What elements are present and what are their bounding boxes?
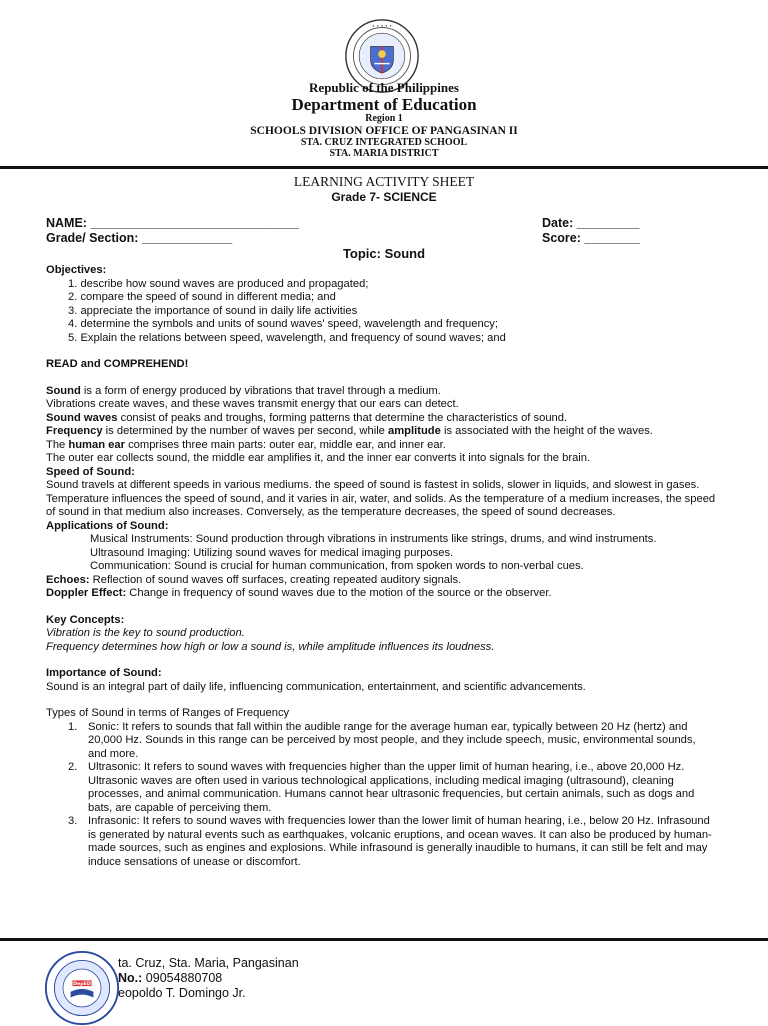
term: Echoes: [46, 573, 90, 586]
application-text: Musical Instruments: Sound production through vibrations in instruments like strings, drums, and wind instruments. [90, 533, 657, 545]
type-item [46, 761, 716, 815]
footer-phone [118, 971, 222, 985]
sheet-body [46, 262, 716, 869]
key-concept-line: Frequency determines how high or low a sound is, while amplitude influences its loudness. [46, 640, 495, 653]
importance-text: Sound is an integral part of daily life, influencing communication, entertainment, and scientific advancements. [46, 680, 586, 693]
department-heading: Department of Education [291, 95, 477, 114]
school-heading: STA. CRUZ INTEGRATED SCHOOL [300, 137, 468, 148]
frequency-definition [46, 425, 716, 439]
objective-item: 5. Explain the relations between speed, wavelength, and frequency of sound waves; and [68, 331, 506, 344]
seal-center-text: DepED [73, 982, 91, 988]
objective-item: 1. describe how sound waves are produced and propagated; [68, 277, 369, 290]
key-concepts-title: Key Concepts: [46, 613, 125, 626]
topic-heading: Topic: Sound [342, 246, 426, 261]
term: Sound waves [46, 411, 118, 424]
key-concept-line: Vibration is the key to sound production. [46, 627, 245, 639]
footer-divider [0, 938, 768, 941]
objective-item: 3. appreciate the importance of sound in daily life activities [68, 304, 358, 317]
name-field[interactable]: NAME: ______________________________ [46, 216, 299, 230]
applications-title: Applications of Sound: [46, 519, 169, 532]
speed-title: Speed of Sound: [46, 465, 135, 478]
importance-title: Importance of Sound: [46, 667, 162, 679]
type-text: Infrasonic: It refers to sound waves with frequencies lower than the lower limit of human hearing, i.e., below 20 Hz. Infrasound is generated by natural events such as earthquakes, volcanic eruptions, and ocean waves. It can also be produced by human-made sources, such as engines and explosions. While infrasound is generally inaudible to humans, it can still be felt and may induce sensations of unease or discomfort. [88, 815, 712, 868]
ear-function-text: The outer ear collects sound, the middle ear amplifies it, and the inner ear converts it into signals for the brain. [46, 452, 591, 464]
footer-address: ta. Cruz, Sta. Maria, Pangasinan [118, 956, 299, 970]
school-seal-icon [44, 950, 120, 1026]
type-text: Ultrasonic: It refers to sound waves with frequencies higher than the upper limit of human hearing, i.e., above 20,000 Hz. Ultrasonic waves are often used in various technological applications, including medical imaging (ultrasound), cleaning processes, and animal communication. Humans cannot hear ultrasonic frequencies, but certain animals, such as dogs and bats, are capable of perceiving them. [88, 761, 695, 814]
phone-label: No.: [118, 971, 143, 985]
echoes-definition [46, 574, 716, 588]
speed-text: Sound travels at different speeds in various mediums. the speed of sound is fastest in solids, slower in liquids, and slowest in gases. [46, 479, 700, 491]
type-item [46, 721, 716, 762]
definition-text: is a form of energy produced by vibrations that travel through a medium. [80, 384, 441, 397]
sound-definition [46, 385, 716, 399]
types-title: Types of Sound in terms of Ranges of Frequency [46, 707, 290, 719]
grade-section-field[interactable]: Grade/ Section: _____________ [46, 231, 233, 245]
types-list [46, 721, 716, 870]
grade-subject: Grade 7- SCIENCE [331, 190, 437, 204]
header-divider [0, 166, 768, 169]
term: human ear [68, 438, 125, 451]
type-number: 3. [68, 815, 78, 827]
phone-number: 09054880708 [142, 971, 223, 985]
republic-heading: Republic of the Philippines [309, 80, 459, 95]
doppler-definition [46, 587, 716, 601]
definition-text: is associated with the height of the waves. [440, 425, 653, 437]
district-heading: STA. MARIA DISTRICT [329, 148, 439, 159]
objectives-list [68, 278, 716, 346]
type-item [46, 815, 716, 869]
application-musical [46, 533, 716, 547]
objective-item: 4. determine the symbols and units of sound waves' speed, wavelength and frequency; [68, 318, 499, 330]
definition-text: consist of peaks and troughs, forming patterns that determine the characteristics of sound. [117, 411, 568, 424]
application-communication: Communication: Sound is crucial for human communication, from spoken words to non-verbal cues. [90, 560, 584, 572]
application-ultrasound: Ultrasound Imaging: Utilizing sound waves for medical imaging purposes. [90, 546, 454, 559]
term: Doppler Effect: [46, 587, 127, 599]
definition-text: is determined by the number of waves per second, while [102, 425, 389, 437]
human-ear-definition [46, 439, 716, 453]
definition-text: Reflection of sound waves off surfaces, creating repeated auditory signals. [89, 573, 462, 586]
sheet-title: LEARNING ACTIVITY SHEET [293, 174, 475, 189]
type-number: 2. [68, 761, 78, 773]
date-field[interactable]: Date: _________ [542, 216, 640, 230]
footer-person: eopoldo T. Domingo Jr. [118, 986, 246, 1000]
sound-waves-definition [46, 412, 716, 426]
type-text: Sonic: It refers to sounds that fall within the audible range for the average human ear, typically between 20 Hz (hertz) and 20,000 Hz. Sounds in this range can be perceived by most people, and they include speech, music, environmental sounds, and more. [88, 720, 696, 760]
division-heading: SCHOOLS DIVISION OFFICE OF PANGASINAN II [250, 125, 518, 137]
vibrations-text: Vibrations create waves, and these waves transmit energy that our ears can detect. [46, 398, 459, 410]
temperature-text: Temperature influences the speed of sound, and it varies in air, water, and solids. As the temperature of a medium increases, the speed of sound in that medium also increases. Conversely, as the temperature decreases, the speed of sound decreases. [46, 492, 716, 518]
term: Frequency [46, 425, 103, 437]
type-number: 1. [68, 720, 78, 733]
objective-item: 2. compare the speed of sound in different media; and [68, 291, 336, 303]
svg-text:• • • • •: • • • • • [371, 24, 393, 30]
read-title: READ and COMPREHEND! [46, 358, 189, 370]
definition-text: Change in frequency of sound waves due to the motion of the source or the observer. [126, 587, 552, 599]
term: Sound [46, 384, 81, 397]
score-field[interactable]: Score: ________ [542, 231, 640, 245]
objectives-title: Objectives: [46, 264, 107, 276]
definition-text: The [46, 438, 69, 451]
region-heading: Region 1 [365, 113, 403, 124]
term: amplitude [388, 425, 441, 437]
definition-text: comprises three main parts: outer ear, middle ear, and inner ear. [124, 438, 446, 451]
